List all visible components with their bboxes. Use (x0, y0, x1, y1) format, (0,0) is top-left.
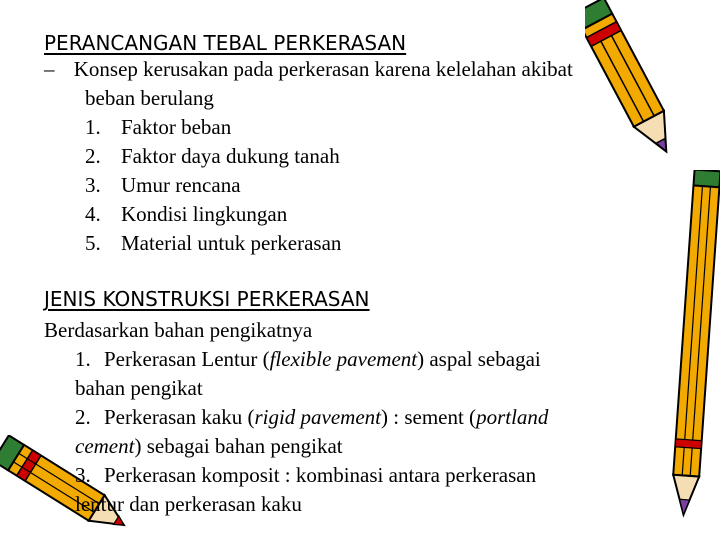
list-item (85, 200, 287, 229)
list-item (85, 171, 241, 200)
list-item-continuation: lentur dan perkerasan kaku (75, 492, 302, 516)
list-item-text: Perkerasan Lentur ( (104, 347, 270, 371)
term-italic: rigid pavement (254, 405, 381, 429)
list-item-text: Perkerasan kaku ( (104, 405, 255, 429)
list-item-text: ) : sement ( (381, 405, 477, 429)
list-item-text: Material untuk perkerasan (121, 231, 342, 255)
bullet-dash: – (44, 57, 55, 81)
list-item-text: Faktor beban (121, 115, 232, 139)
list-item-text: Umur rencana (121, 173, 241, 197)
list-number: 2. (75, 405, 91, 429)
list-item-text: Kondisi lingkungan (121, 202, 288, 226)
list-number: 1. (75, 347, 91, 371)
bullet-text-continuation: beban berulang (85, 86, 214, 110)
bullet-text: Konsep kerusakan pada perkerasan karena kelelahan akibat (73, 57, 573, 81)
list-number: 3. (85, 173, 101, 197)
term-italic: portland (476, 405, 549, 429)
list-number: 1. (85, 115, 101, 139)
list-item-continuation: bahan pengikat (75, 376, 203, 400)
list-item-text: ) aspal sebagai (417, 347, 541, 371)
pencil-icon (670, 170, 720, 530)
bullet-item (44, 55, 573, 84)
list-item (85, 113, 231, 142)
section-intro: Berdasarkan bahan pengikatnya (44, 318, 313, 342)
list-number: 4. (85, 202, 101, 226)
list-item-text: ) sebagai bahan pengikat (134, 434, 343, 458)
list-number: 3. (75, 463, 91, 487)
section-title: JENIS KONSTRUKSI PERKERASAN (44, 287, 370, 311)
list-number: 5. (85, 231, 101, 255)
list-item (85, 229, 341, 258)
list-item-text: Faktor daya dukung tanah (121, 144, 340, 168)
term-italic: flexible pavement (269, 347, 418, 371)
list-item-text: Perkerasan komposit : kombinasi antara perkerasan (104, 463, 537, 487)
list-item-continuation (75, 432, 343, 461)
list-item (75, 461, 536, 490)
list-number: 2. (85, 144, 101, 168)
list-item (75, 345, 541, 374)
term-italic: cement (75, 434, 135, 458)
pencil-icon (585, 0, 680, 175)
list-item (85, 142, 340, 171)
section-title: PERANCANGAN TEBAL PERKERASAN (44, 31, 407, 55)
list-item (75, 403, 548, 432)
